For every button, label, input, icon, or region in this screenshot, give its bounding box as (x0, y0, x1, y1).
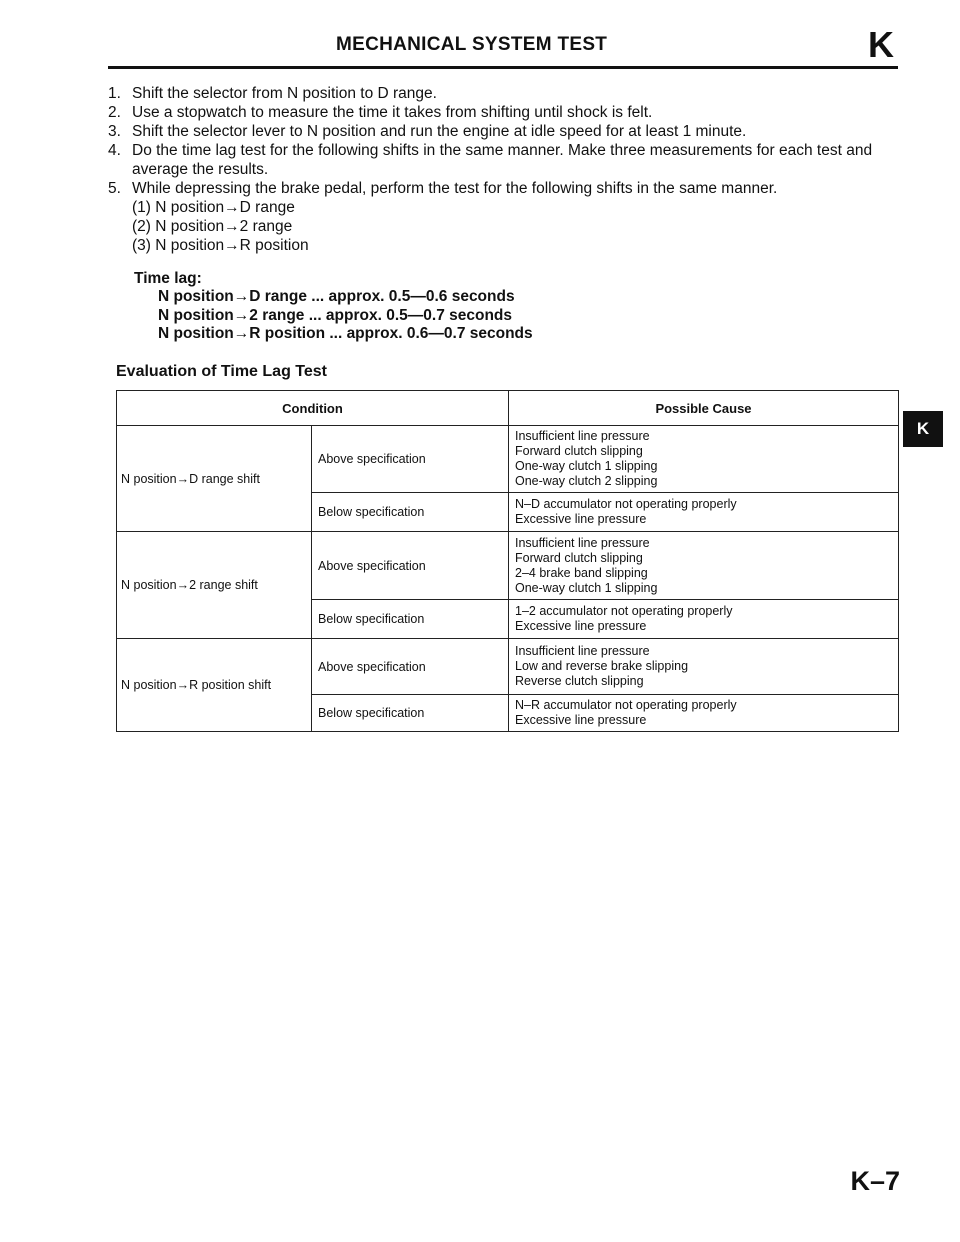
step-item (108, 103, 908, 122)
cause-text: N–R accumulator not operating properly (515, 698, 737, 712)
section-letter: K (868, 24, 894, 65)
cause-text: One-way clutch 2 slipping (515, 474, 658, 488)
spec-cell: Below specification (312, 493, 509, 532)
spec-cell: Below specification (312, 695, 509, 732)
page-title: MECHANICAL SYSTEM TEST (336, 34, 608, 55)
substep-item: (2) N position→2 range (132, 218, 293, 235)
procedure-steps (108, 84, 908, 255)
spec-cell: Above specification (312, 426, 509, 493)
table-row (117, 532, 899, 600)
cause-text: One-way clutch 1 slipping (515, 459, 658, 473)
step-number: 4. (108, 142, 121, 159)
spec-line: N position→R position ... approx. 0.6—0.7 seconds (158, 325, 533, 342)
cause-text: Excessive line pressure (515, 619, 647, 633)
cause-text: Forward clutch slipping (515, 444, 643, 458)
spec-title: Time lag: (134, 270, 202, 287)
step-text: Do the time lag test for the following shifts in the same manner. Make three measurements for each test and average the results. (132, 142, 873, 178)
step-number: 1. (108, 85, 121, 102)
page-header (108, 26, 898, 69)
spec-cell: Above specification (312, 639, 509, 695)
step-item (108, 179, 908, 198)
table-row (117, 639, 899, 695)
cause-text: Excessive line pressure (515, 512, 647, 526)
cause-cell (509, 639, 899, 695)
cause-header: Possible Cause (509, 391, 899, 426)
cause-cell (509, 493, 899, 532)
condition-cell: N position→R position shift (117, 639, 312, 732)
step-number: 2. (108, 104, 121, 121)
table-header-row (117, 391, 899, 426)
cause-text: Insufficient line pressure (515, 535, 650, 550)
page-number: K–7 (850, 1166, 900, 1196)
step-text: Shift the selector from N position to D range. (132, 85, 437, 102)
spec-line: N position→D range ... approx. 0.5—0.6 seconds (158, 288, 515, 305)
cause-cell (509, 695, 899, 732)
cause-text: Forward clutch slipping (515, 550, 643, 565)
cause-text: Low and reverse brake slipping (515, 659, 689, 673)
table-row (117, 426, 899, 493)
step-number: 5. (108, 180, 121, 197)
cause-text: 1–2 accumulator not operating properly (515, 604, 733, 618)
step-item (108, 122, 908, 141)
time-lag-spec (134, 269, 533, 344)
cause-cell (509, 600, 899, 639)
evaluation-table (116, 390, 899, 732)
spec-cell: Above specification (312, 532, 509, 600)
cause-text: 2–4 brake band slipping (515, 565, 648, 580)
step-text: While depressing the brake pedal, perform the test for the following shifts in the same manner. (132, 180, 778, 197)
condition-cell: N position→D range shift (117, 426, 312, 532)
cause-text: One-way clutch 1 slipping (515, 580, 658, 595)
condition-cell: N position→2 range shift (117, 532, 312, 639)
cause-cell (509, 532, 899, 600)
cause-text: N–D accumulator not operating properly (515, 497, 737, 511)
section-tab: K (903, 411, 943, 447)
cause-cell (509, 426, 899, 493)
cause-text: Insufficient line pressure (515, 429, 650, 443)
step-item (108, 141, 908, 179)
spec-line: N position→2 range ... approx. 0.5—0.7 seconds (158, 306, 513, 324)
spec-cell: Below specification (312, 600, 509, 639)
step-item (108, 84, 908, 103)
cause-text: Reverse clutch slipping (515, 674, 644, 688)
condition-header: Condition (117, 391, 509, 426)
evaluation-heading: Evaluation of Time Lag Test (116, 363, 327, 380)
step-number: 3. (108, 123, 121, 140)
step-text: Use a stopwatch to measure the time it takes from shifting until shock is felt. (132, 104, 653, 121)
substep-item: (1) N position→D range (132, 199, 295, 216)
cause-text: Insufficient line pressure (515, 644, 650, 658)
substep-item: (3) N position→R position (132, 237, 309, 254)
step-text: Shift the selector lever to N position and run the engine at idle speed for at least 1 minute. (132, 123, 747, 140)
cause-text: Excessive line pressure (515, 713, 647, 727)
